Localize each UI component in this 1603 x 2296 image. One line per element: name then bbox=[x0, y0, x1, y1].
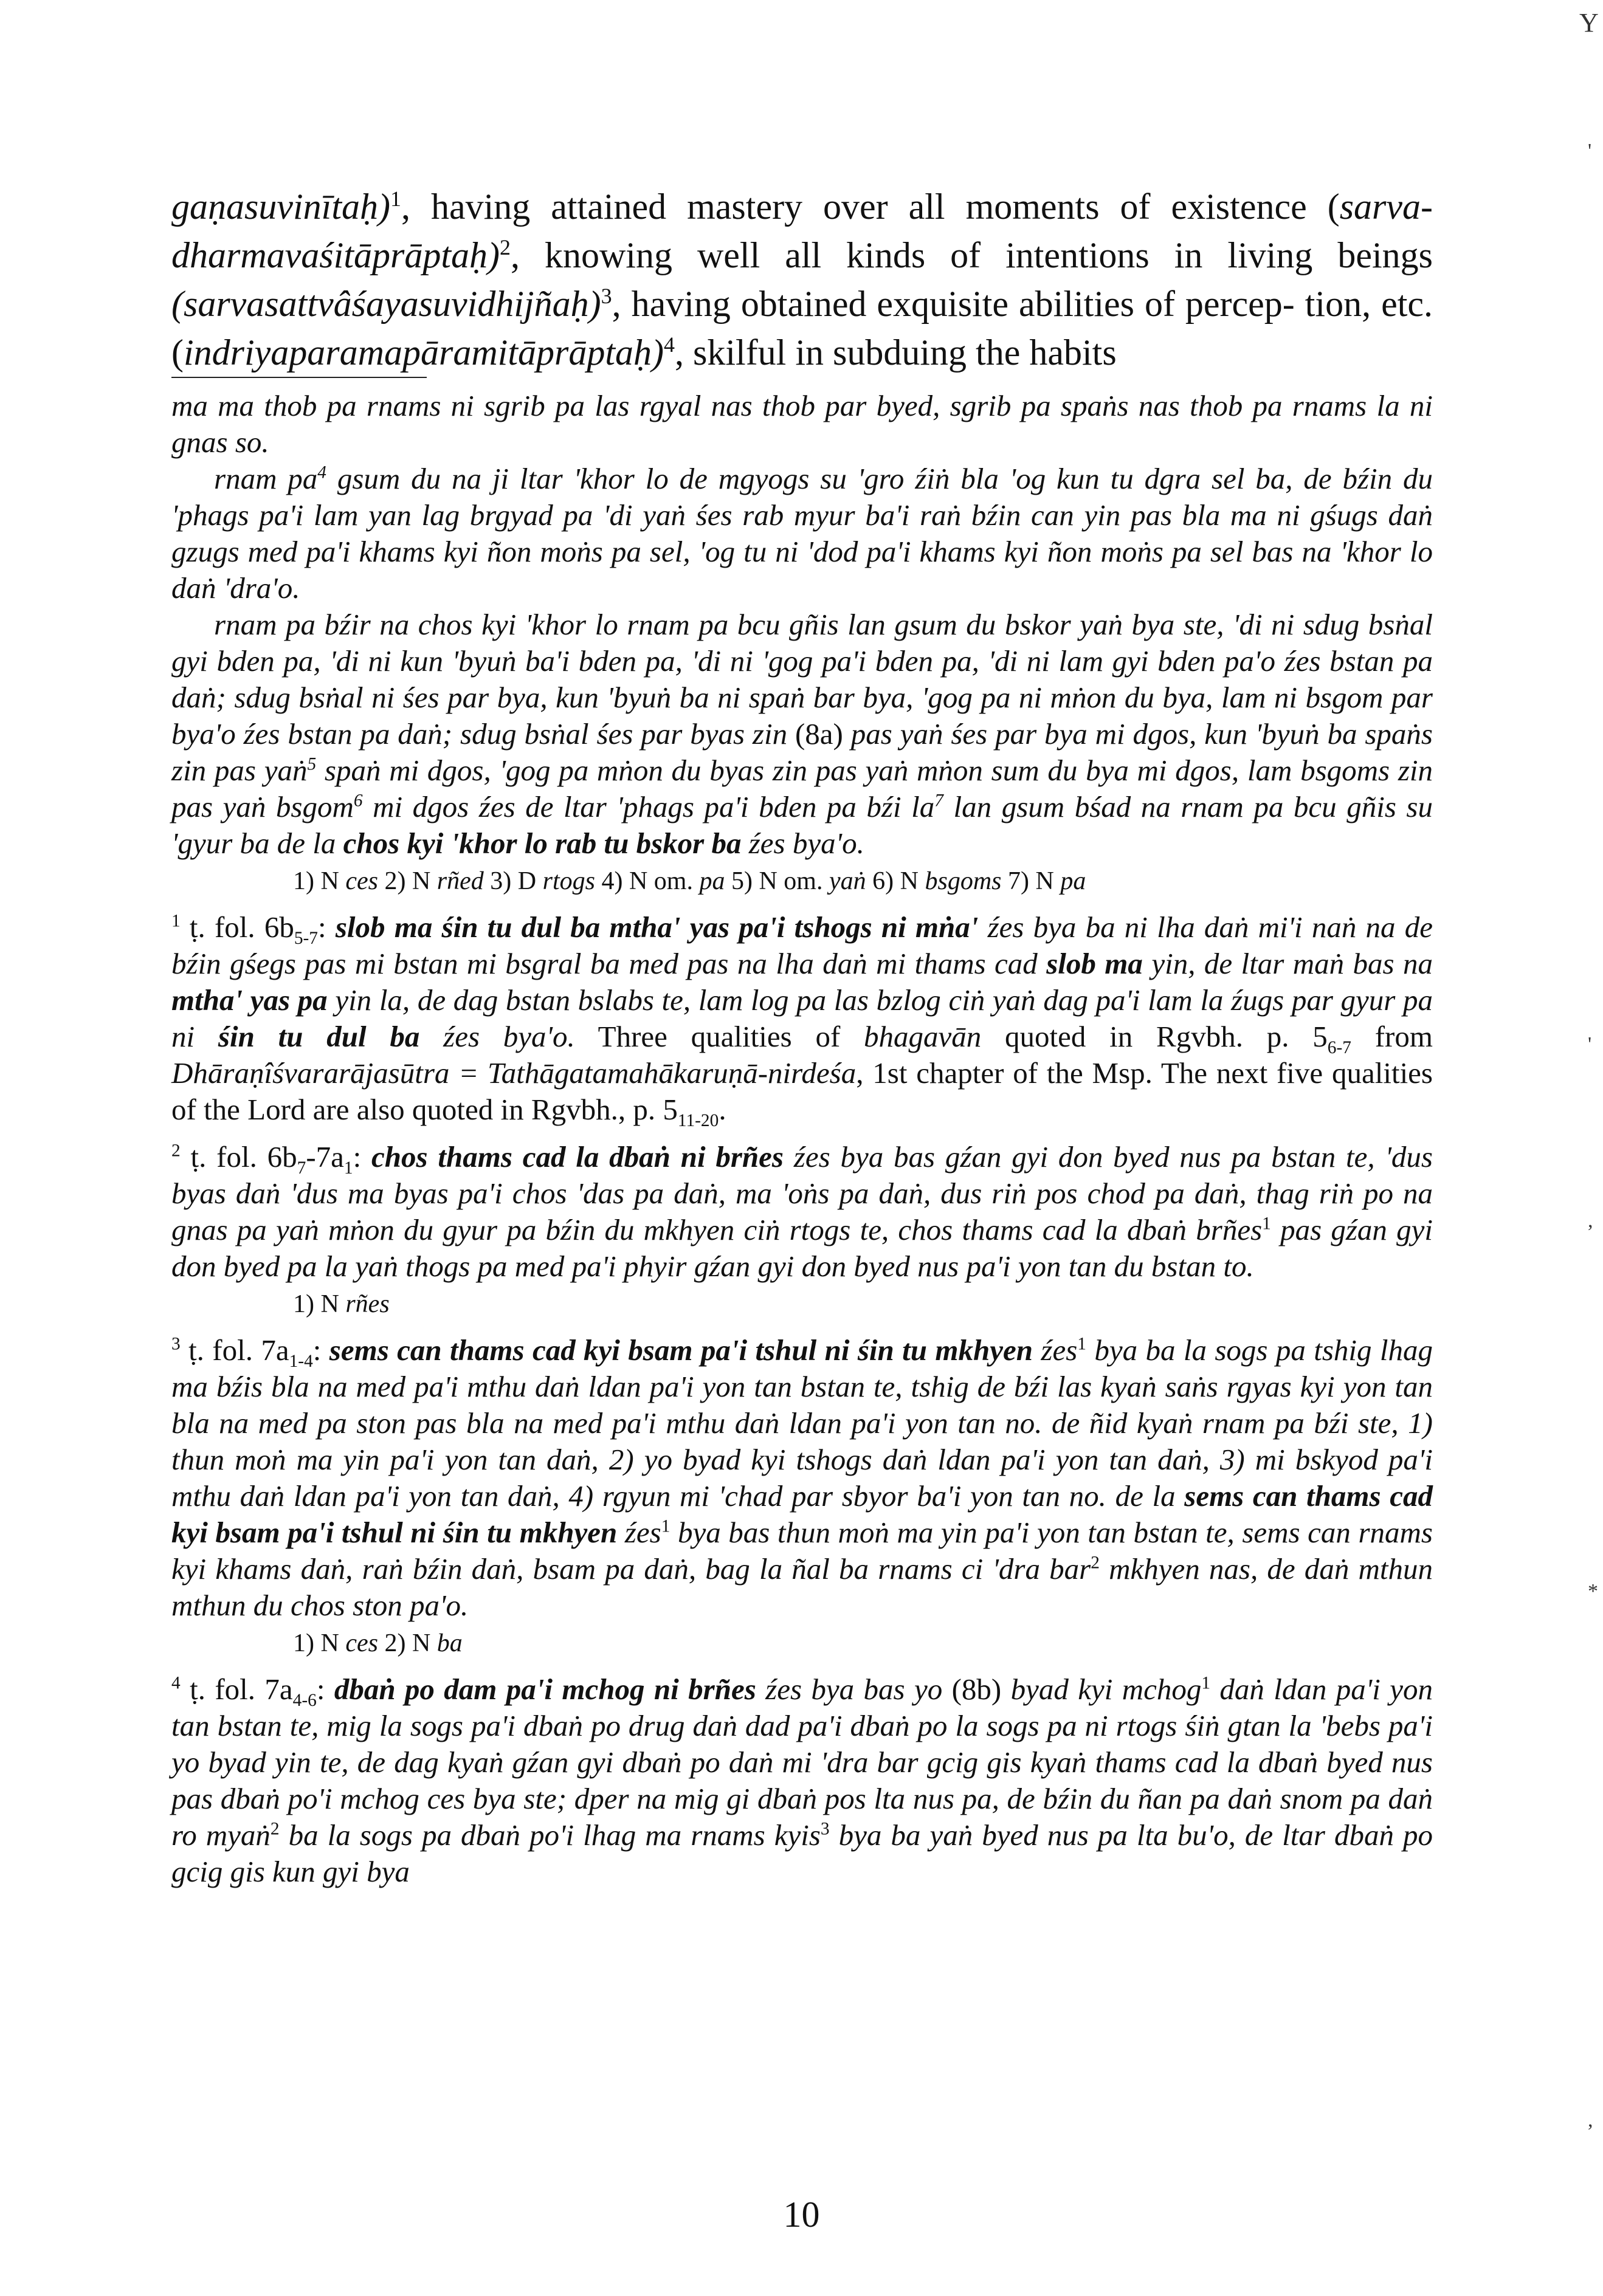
footnote-text: quoted in Rgvbh. p. 5 bbox=[981, 1020, 1328, 1053]
variant-text: 1) N bbox=[293, 1290, 346, 1318]
footnote-marker: 4 bbox=[664, 332, 675, 357]
main-text-span: , skilful in subduing the habits bbox=[675, 332, 1117, 373]
margin-dot: * bbox=[1588, 1580, 1598, 1603]
footnote-text: pas gźan gyi don byed pa la yaṅ thogs pa med pa'i phyir gźan gyi don byed nus pa'i yon tan du bstan to. bbox=[171, 1213, 1433, 1283]
variant-text: rñes bbox=[345, 1290, 390, 1318]
variant-marker: 2 bbox=[1091, 1553, 1100, 1573]
footnote-text: źes bya bas yo bbox=[756, 1672, 952, 1706]
footnote-ref: : bbox=[316, 1672, 334, 1706]
variant-marker: 4 bbox=[317, 462, 326, 483]
footnote-text: byad kyi mchog bbox=[1001, 1672, 1202, 1706]
footnote-ref: 1-4 bbox=[289, 1351, 313, 1371]
variant-marker: 3 bbox=[820, 1819, 830, 1839]
footnote-3 bbox=[171, 1332, 1433, 1624]
footnote-text: bya ba yaṅ byed nus pa lta bu'o, de ltar dbaṅ po gcig gis kun gyi bya bbox=[171, 1818, 1433, 1888]
variant-marker: 1 bbox=[1201, 1673, 1211, 1693]
footnote-text: , 1st chapter of the Msp. The next five qualities of the Lord are also quoted in Rgvbh., p. 5 bbox=[171, 1056, 1433, 1126]
page-body bbox=[171, 182, 1433, 1890]
corner-mark: Y bbox=[1579, 8, 1599, 38]
footnote-text: ba la sogs pa dbaṅ po'i lhag ma rnams kyis bbox=[279, 1818, 821, 1852]
variant-text: rñed bbox=[436, 867, 484, 895]
variant-readings bbox=[293, 1287, 1433, 1321]
main-text-term: indriyaparamapāramitāprāptaḥ) bbox=[183, 332, 664, 373]
main-text-span: , having attained mastery over all moments of existence ( bbox=[401, 187, 1340, 227]
footnote-4 bbox=[171, 1671, 1433, 1890]
footnote-keyword: slob ma śin tu dul ba mtha' yas pa'i tshogs ni mṅa' bbox=[335, 910, 979, 944]
margin-dot: ' bbox=[1588, 140, 1592, 162]
main-text-span: tion, etc. ( bbox=[171, 284, 1433, 373]
footnote-marker: 2 bbox=[500, 235, 511, 260]
commentary-text: rnam pa bźir na chos kyi 'khor lo rnam pa bcu gñis lan gsum du bskor yaṅ bya ste, 'di ni sdug bsṅal gyi bden pa, 'di ni kun 'byuṅ ba'i bden pa, 'di ni 'gog pa'i bden pa, 'di ni lam gyi bden pa'o źes bstan pa daṅ; sdug bsṅal ni śes par bya, kun 'byuṅ ba ni spaṅ bar bya, 'gog pa ni mṅon du bya, lam ni bsgom par bya'o źes bstan pa daṅ; sdug bsṅal śes par byas zin bbox=[171, 608, 1433, 751]
main-text-term: sarva- bbox=[1339, 187, 1433, 227]
page-number: 10 bbox=[783, 2195, 820, 2235]
footnote-number: 1 bbox=[171, 911, 181, 931]
main-text-term: (sarvasattvâśayasuvidhijñaḥ) bbox=[171, 284, 601, 324]
variant-marker: 5 bbox=[307, 754, 317, 774]
footnote-text: mkhyen nas, de daṅ mthun mthun du chos ston pa'o. bbox=[171, 1552, 1433, 1622]
variant-text: bsgoms bbox=[925, 867, 1002, 895]
footnote-keyword: slob ma bbox=[1046, 947, 1143, 980]
main-text-span: , having obtained exquisite abilities of percep- bbox=[612, 284, 1295, 324]
variant-text: yaṅ bbox=[829, 867, 866, 895]
commentary-text: spaṅ mi dgos, 'gog pa mṅon du byas zin pas yaṅ mṅon sum du bya mi dgos, lam bsgoms zin pas yaṅ bsgom bbox=[171, 754, 1433, 823]
footnote-text: źes bya bas gźan gyi don byed nus pa bstan te, 'dus byas daṅ 'dus ma byas pa'i chos 'das pa daṅ, ma 'oṅs pa daṅ, dus riṅ pos chod pa daṅ, thag riṅ po na gnas pa yaṅ mṅon du gyur pa bźin du mkhyen ciṅ rtogs te, chos thams cad la dbaṅ brñes bbox=[171, 1140, 1433, 1246]
commentary-text: gsum du na ji ltar 'khor lo de mgyogs su 'gro źiṅ bla 'og kun tu dgra sel ba, de bźin du 'phags pa'i lam yan lag brgyad pa 'di yaṅ śes rab myur ba'i raṅ bźin can yin pas bla ma ni gśugs daṅ gzugs med pa'i khams kyi ñon moṅs pa sel, 'og tu ni 'dod pa'i khams kyi ñon moṅs pa sel bas na 'khor lo daṅ 'dra'o. bbox=[171, 462, 1433, 605]
commentary-text: ma ma thob pa rnams ni sgrib pa las rgyal nas thob par byed, sgrib pa spaṅs nas thob pa rnams la ni gnas so. bbox=[171, 389, 1433, 459]
footnote-keyword: mtha' yas pa bbox=[171, 983, 328, 1017]
variant-marker: 2 bbox=[270, 1819, 280, 1839]
footnote-text: bya bas thun moṅ ma yin pa'i yon tan bstan te, sems can rnams kyi khams daṅ, raṅ bźin daṅ, bsam pa daṅ, bag la ñal ba rnams ci 'dra bar bbox=[171, 1516, 1433, 1586]
footnote-ref: 7 bbox=[297, 1158, 306, 1178]
footnote-text: źes bya ba ni lha daṅ mi'i naṅ na de bźin gśegs pas mi bstan mi bsgral ba med pas na lha daṅ mi thams cad bbox=[171, 910, 1433, 980]
variant-marker: 6 bbox=[353, 791, 363, 811]
footnote-ref: ṭ. fol. 7a bbox=[180, 1333, 289, 1367]
footnote-keyword: śin tu dul ba bbox=[218, 1020, 420, 1053]
footnote-text: yin la, de dag bstan bslabs te, lam log pa las bzlog ciṅ yaṅ dag pa'i lam la źugs par gyur pa ni bbox=[171, 983, 1433, 1053]
footnote-keyword: sems can thams cad kyi bsam pa'i tshul ni śin tu mkhyen bbox=[171, 1479, 1433, 1549]
footnote-ref: 4-6 bbox=[292, 1690, 317, 1710]
variant-text: pa bbox=[1060, 867, 1086, 895]
commentary-keyword: chos kyi 'khor lo rab tu bskor ba bbox=[343, 827, 742, 860]
variant-text: 1) N bbox=[293, 867, 346, 895]
variant-text: 1) N bbox=[293, 1629, 346, 1657]
footnote-keyword: dbaṅ po dam pa'i mchog ni brñes bbox=[334, 1672, 756, 1706]
footnote-ref: : bbox=[312, 1333, 329, 1367]
footnote-ref: : bbox=[318, 910, 336, 944]
variant-text: 2) N bbox=[377, 1629, 437, 1657]
footnote-keyword: chos thams cad la dbaṅ ni brñes bbox=[371, 1140, 784, 1174]
variant-marker: 7 bbox=[934, 791, 943, 811]
margin-dot: , bbox=[1588, 1209, 1593, 1232]
footnote-text: 6-7 bbox=[1327, 1037, 1351, 1057]
commentary-text: mi dgos źes de ltar 'phags pa'i bden pa bźi la bbox=[362, 790, 935, 823]
variant-text: 4) N om. bbox=[595, 867, 700, 895]
commentary-text: pas yaṅ śes par bya mi dgos, kun 'byuṅ ba spaṅs zin pas yaṅ bbox=[171, 717, 1433, 787]
footnote-text: Dhāraṇîśvararājasūtra = Tathāgatamahākaruṇā-nirdeśa bbox=[171, 1056, 857, 1090]
footnote-text: bya ba la sogs pa tshig lhag ma bźis bla na med pa'i mthu daṅ ldan pa'i yon tan bstan te, tshig de bźi las kyaṅ saṅs rgyas kyi yon tan bla na med pa ston pas bla na med pa'i mthu daṅ ldan pa'i yon tan no. de ñid kyaṅ rnam pa bźi ste, 1) thun moṅ ma yin pa'i yon tan daṅ, 2) yo byad kyi tshogs daṅ ldan pa'i yon tan daṅ, 3) mi bskyod pa'i mthu daṅ ldan pa'i yon tan daṅ, 4) rgyun mi 'chad par sbyor ba'i yon tan no. de la bbox=[171, 1333, 1433, 1513]
footnote-ref: ṭ. fol. 7a bbox=[180, 1672, 293, 1706]
variant-text: pa bbox=[699, 867, 725, 895]
footnote-text: Three qualities of bbox=[574, 1020, 864, 1053]
variant-text: 7) N bbox=[1001, 867, 1061, 895]
footnote-text: bhagavān bbox=[864, 1020, 982, 1053]
variant-text: 2) N bbox=[377, 867, 437, 895]
footnote-text: yin, de ltar maṅ bas na bbox=[1142, 947, 1433, 980]
variant-readings bbox=[293, 864, 1433, 898]
folio-marker: (8b) bbox=[951, 1672, 1002, 1706]
footnote-ref: -7a bbox=[306, 1140, 344, 1174]
variant-text: ces bbox=[345, 867, 378, 895]
commentary-text: lan gsum bśad na rnam pa bcu gñis su 'gyur ba de la bbox=[171, 790, 1433, 860]
footnote-ref: 5-7 bbox=[294, 928, 319, 948]
footnote-ref: : bbox=[353, 1140, 372, 1174]
footnote-text: źes bbox=[617, 1516, 661, 1549]
variant-text: 3) D bbox=[483, 867, 543, 895]
footnote-number: 2 bbox=[171, 1141, 181, 1161]
main-text-term: gaṇasuvinītaḥ) bbox=[171, 187, 390, 227]
commentary-paragraph bbox=[171, 607, 1433, 862]
footnote-marker: 3 bbox=[601, 284, 612, 308]
commentary-text: rnam pa bbox=[214, 462, 318, 495]
footnote-2 bbox=[171, 1139, 1433, 1285]
variant-text: 5) N om. bbox=[725, 867, 829, 895]
variant-marker: 1 bbox=[1077, 1334, 1086, 1354]
footnote-number: 3 bbox=[171, 1334, 181, 1354]
commentary-text: źes bya'o. bbox=[741, 827, 864, 860]
footnote-text: daṅ ldan pa'i yon tan bstan te, mig la sogs pa'i dbaṅ po drug daṅ dad pa'i dbaṅ po la sogs pa ni rtogs śiṅ gtan la 'bebs pa'i yo byad yin te, de dag kyaṅ gźan gyi dbaṅ po daṅ mi 'dra bar gcig gis kyaṅ thams cad la dbaṅ byed nus pas dbaṅ po'i mchog ces bya ste; dper na mig gi dbaṅ pos lta nus pa, de bźin du ñan pa daṅ snom pa daṅ ro myaṅ bbox=[171, 1672, 1433, 1852]
margin-dot: ' bbox=[1588, 1033, 1592, 1056]
main-text-span: , knowing well all kinds of intentions in living beings bbox=[511, 235, 1433, 275]
variant-text: 6) N bbox=[866, 867, 925, 895]
footnote-text: 11-20 bbox=[677, 1110, 719, 1130]
variant-marker: 1 bbox=[1262, 1214, 1271, 1234]
footnote-ref: 1 bbox=[343, 1158, 353, 1178]
footnote-text: . bbox=[719, 1093, 726, 1126]
main-text-term: dharmavaśitāprāptaḥ) bbox=[171, 235, 500, 275]
variant-marker: 1 bbox=[661, 1516, 671, 1536]
footnote-marker: 1 bbox=[390, 187, 401, 211]
footnote-1 bbox=[171, 909, 1433, 1128]
footnote-ref: ṭ. fol. 6b bbox=[180, 1140, 297, 1174]
variant-text: ces bbox=[345, 1629, 378, 1657]
footnote-text: from bbox=[1351, 1020, 1433, 1053]
footnote-number: 4 bbox=[171, 1673, 181, 1693]
variant-text: ba bbox=[436, 1629, 463, 1657]
footnote-text: źes bbox=[1033, 1333, 1078, 1367]
folio-marker: (8a) bbox=[795, 717, 843, 751]
margin-dot: , bbox=[1588, 2109, 1593, 2131]
commentary-paragraph bbox=[171, 388, 1433, 461]
variant-text: rtogs bbox=[542, 867, 595, 895]
variant-readings bbox=[293, 1626, 1433, 1660]
commentary-paragraph bbox=[171, 461, 1433, 607]
main-text bbox=[171, 182, 1433, 377]
footnote-text: źes bya'o. bbox=[419, 1020, 575, 1053]
footnote-ref: ṭ. fol. 6b bbox=[180, 910, 294, 944]
footnote-keyword: sems can thams cad kyi bsam pa'i tshul ni śin tu mkhyen bbox=[329, 1333, 1033, 1367]
